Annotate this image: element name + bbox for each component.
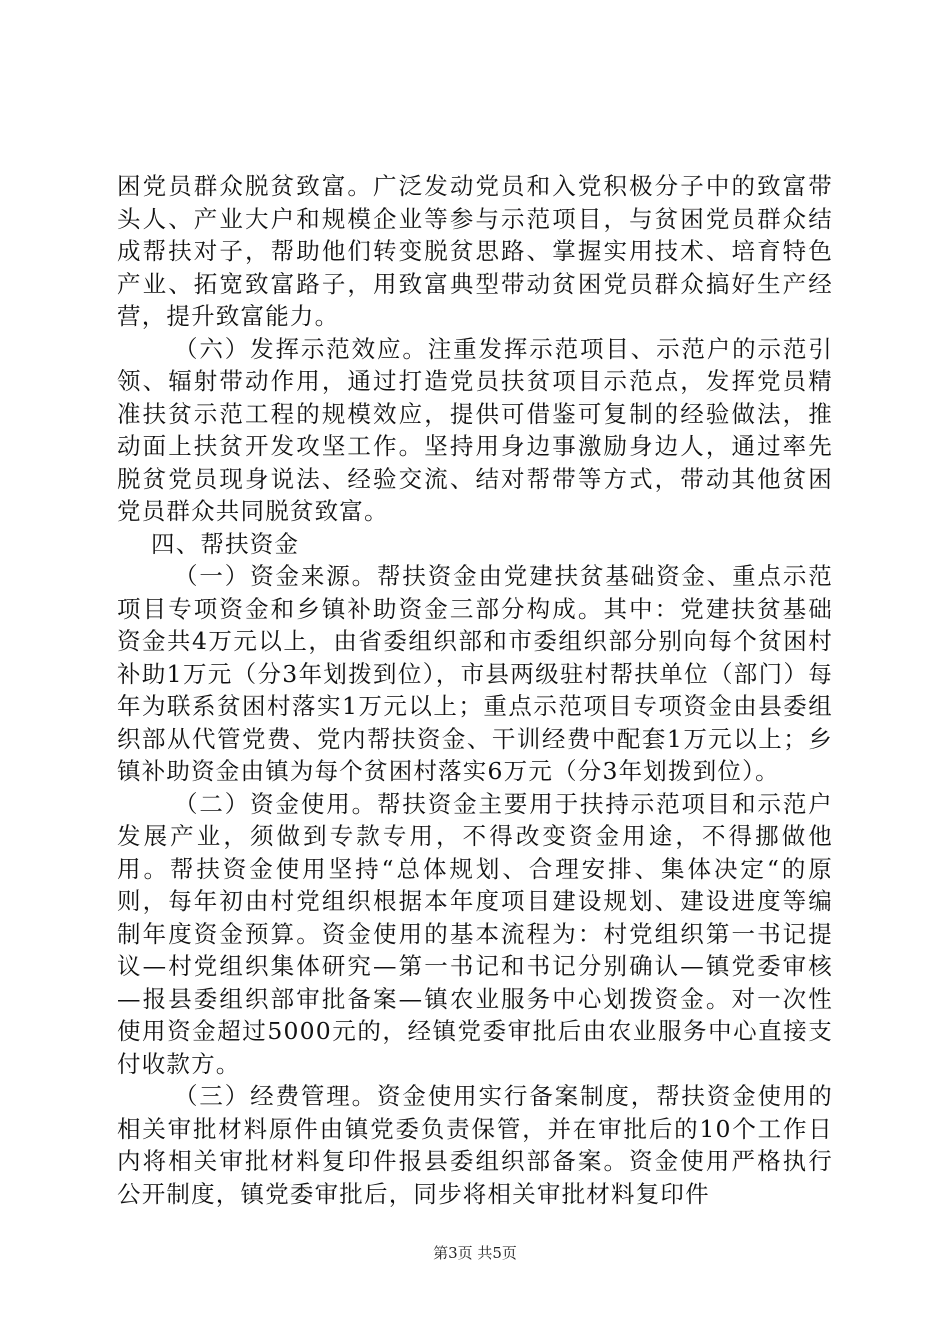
paragraph-section-six: （六）发挥示范效应。注重发挥示范项目、示范户的示范引领、辐射带动作用，通过打造党员扶贫项目示范点，发挥党员精准扶贫示范工程的规模效应，提供可借鉴可复制的经验做法，推动面上扶贫开发攻坚工作。坚持用身边事激励身边人，通过率先脱贫党员现身说法、经验交流、结对帮带等方式，带动其他贫困党员群众共同脱贫致富。 <box>117 334 833 525</box>
page-number: 第3页 共5页 <box>433 1244 517 1262</box>
section-heading-funds: 四、帮扶资金 <box>151 529 300 558</box>
document-body <box>117 170 833 1210</box>
paragraph-funds-usage: （二）资金使用。帮扶资金主要用于扶持示范项目和示范户发展产业，须做到专款专用，不得改变资金用途，不得挪做他用。帮扶资金使用坚持“总体规划、合理安排、集体决定“的原则，每年初由村党组织根据本年度项目建设规划、建设进度等编制年度资金预算。资金使用的基本流程为：村党组织第一书记提议—村党组织集体研究—第一书记和书记分别确认—镇党委审核—报县委组织部审批备案—镇农业服务中心划拨资金。对一次性使用资金超过5000元的，经镇党委审批后由农业服务中心直接支付收款方。 <box>117 789 833 1078</box>
page-footer <box>0 1243 950 1263</box>
paragraph-continued: 困党员群众脱贫致富。广泛发动党员和入党积极分子中的致富带头人、产业大户和规模企业等参与示范项目，与贫困党员群众结成帮扶对子，帮助他们转变脱贫思路、掌握实用技术、培育特色产业、拓宽致富路子，用致富典型带动贫困党员群众搞好生产经营，提升致富能力。 <box>117 172 833 330</box>
paragraph-funds-source: （一）资金来源。帮扶资金由党建扶贫基础资金、重点示范项目专项资金和乡镇补助资金三部分构成。其中：党建扶贫基础资金共4万元以上，由省委组织部和市委组织部分别向每个贫困村补助1万元（分3年划拨到位），市县两级驻村帮扶单位（部门）每年为联系贫困村落实1万元以上；重点示范项目专项资金由县委组织部从代管党费、党内帮扶资金、干训经费中配套1万元以上；乡镇补助资金由镇为每个贫困村落实6万元（分3年划拨到位）。 <box>117 562 833 785</box>
paragraph-funds-management: （三）经费管理。资金使用实行备案制度，帮扶资金使用的相关审批材料原件由镇党委负责保管，并在审批后的10个工作日内将相关审批材料复印件报县委组织部备案。资金使用严格执行公开制度，镇党委审批后，同步将相关审批材料复印件 <box>117 1082 833 1208</box>
